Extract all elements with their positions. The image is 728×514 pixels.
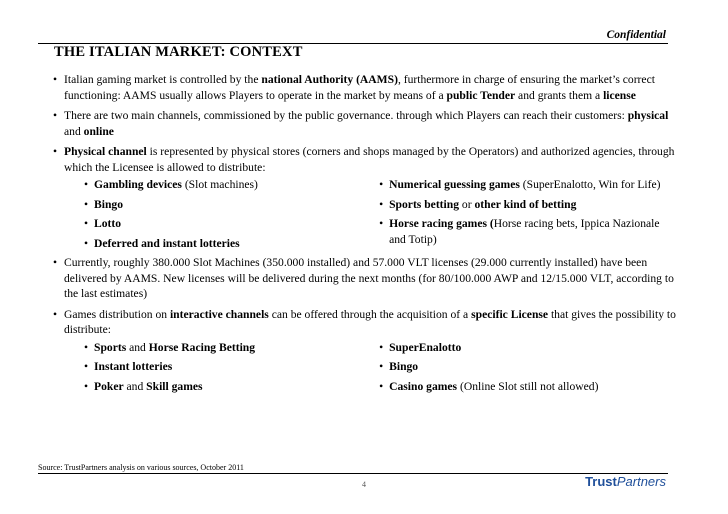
bullet-text: There are two main channels, commissioned by the public governance. through which Players can reach their customers: [64, 109, 628, 122]
item-emphasis: Casino games [389, 379, 458, 393]
bullet-text: Currently, roughly 380.000 Slot Machines (350.000 installed) and 57.000 VLT licenses (29.000 currently installed) have been delivered by AAMS. New licenses will be delivered during the next months (for 80/100.000 AWP and 12/15.000 VLT, according to the last estimates) [64, 256, 674, 300]
item-emphasis: SuperEnalotto [389, 340, 462, 354]
footer-divider [38, 473, 668, 474]
online-games-left [46, 340, 361, 399]
item-emphasis: Horse Racing Betting [148, 340, 256, 354]
list-item [84, 340, 361, 356]
item-emphasis: Sports [94, 340, 127, 354]
item-emphasis: Poker [94, 379, 124, 393]
bullet-emphasis: physical [627, 109, 669, 122]
page-title: THE ITALIAN MARKET: CONTEXT [54, 44, 303, 60]
item-emphasis: Numerical guessing games [389, 178, 520, 191]
list-item [84, 197, 361, 213]
bullet-emphasis: public Tender [446, 88, 516, 102]
online-games-right [361, 340, 676, 399]
bullet-emphasis: license [603, 88, 636, 102]
item-emphasis: Sports betting [389, 197, 460, 211]
item-emphasis: Bingo [389, 360, 419, 373]
item-text: and [123, 379, 147, 393]
slide-content [46, 72, 676, 398]
item-emphasis: Bingo [94, 197, 123, 211]
confidential-label: Confidential [606, 29, 666, 41]
bullet-text: Games distribution on [64, 307, 170, 321]
list-item [379, 379, 676, 395]
bullet-emphasis: national Authority (AAMS) [261, 73, 398, 86]
brand-logo-part: Trust [585, 474, 617, 489]
list-item [84, 236, 361, 252]
list-item [84, 177, 361, 193]
bullet-text: and grants them a [515, 88, 604, 102]
bullet-emphasis: Physical channel [64, 145, 147, 158]
bullet-text: is represented by physical stores (corners and shops managed by the Operators) and authorized agencies, through which the Licensee is allowed to distribute: [64, 145, 675, 174]
bullet-channels [46, 108, 676, 139]
list-item [84, 379, 361, 395]
item-emphasis: Lotto [94, 217, 122, 230]
bullet-text: Italian gaming market is controlled by the [64, 73, 262, 86]
online-games-list [46, 340, 676, 399]
item-text: and [126, 340, 149, 354]
bullet-text: that gives the possibility to distribute: [64, 307, 676, 336]
physical-games-right [361, 177, 676, 255]
item-emphasis: Skill games [146, 379, 203, 393]
item-emphasis: Horse racing games ( [389, 217, 494, 230]
physical-games-left [46, 177, 361, 255]
brand-logo [585, 474, 666, 489]
item-text: (SuperEnalotto, Win for Life) [519, 178, 661, 191]
bullet-text: can be offered through the acquisition of a [268, 307, 472, 321]
bullet-text: and [64, 124, 84, 138]
brand-logo-part: Partners [616, 474, 666, 489]
item-text: (Slot machines) [181, 178, 258, 191]
bullet-emphasis: online [83, 124, 114, 138]
item-emphasis: Instant lotteries [94, 360, 173, 373]
list-item [379, 216, 676, 247]
bullet-text: , furthermore in charge of ensuring the market’s correct functioning: AAMS usually allows Players to operate in the market by means of a [64, 73, 655, 102]
bullet-physical-channel [46, 144, 676, 175]
item-emphasis: Gambling devices [94, 178, 182, 191]
bullet-interactive-channels [46, 307, 676, 338]
list-item [84, 216, 361, 232]
item-emphasis: other kind of betting [474, 197, 577, 211]
list-item [379, 197, 676, 213]
source-note: Source: TrustPartners analysis on various sources, October 2011 [38, 463, 244, 472]
list-item [84, 359, 361, 375]
physical-games-list [46, 177, 676, 255]
item-text: (Online Slot still not allowed) [457, 379, 599, 393]
list-item [379, 359, 676, 375]
page-number: 4 [362, 480, 366, 489]
list-item [379, 177, 676, 193]
bullet-market-control [46, 72, 676, 103]
bullet-emphasis: specific License [471, 307, 549, 321]
item-text: or [459, 197, 475, 211]
item-text: Horse racing bets, Ippica Nazionale and Totip) [389, 217, 660, 246]
bullet-emphasis: interactive channels [169, 307, 269, 321]
item-emphasis: Deferred and instant lotteries [94, 236, 240, 250]
list-item [379, 340, 676, 356]
bullet-slot-licenses [46, 255, 676, 302]
